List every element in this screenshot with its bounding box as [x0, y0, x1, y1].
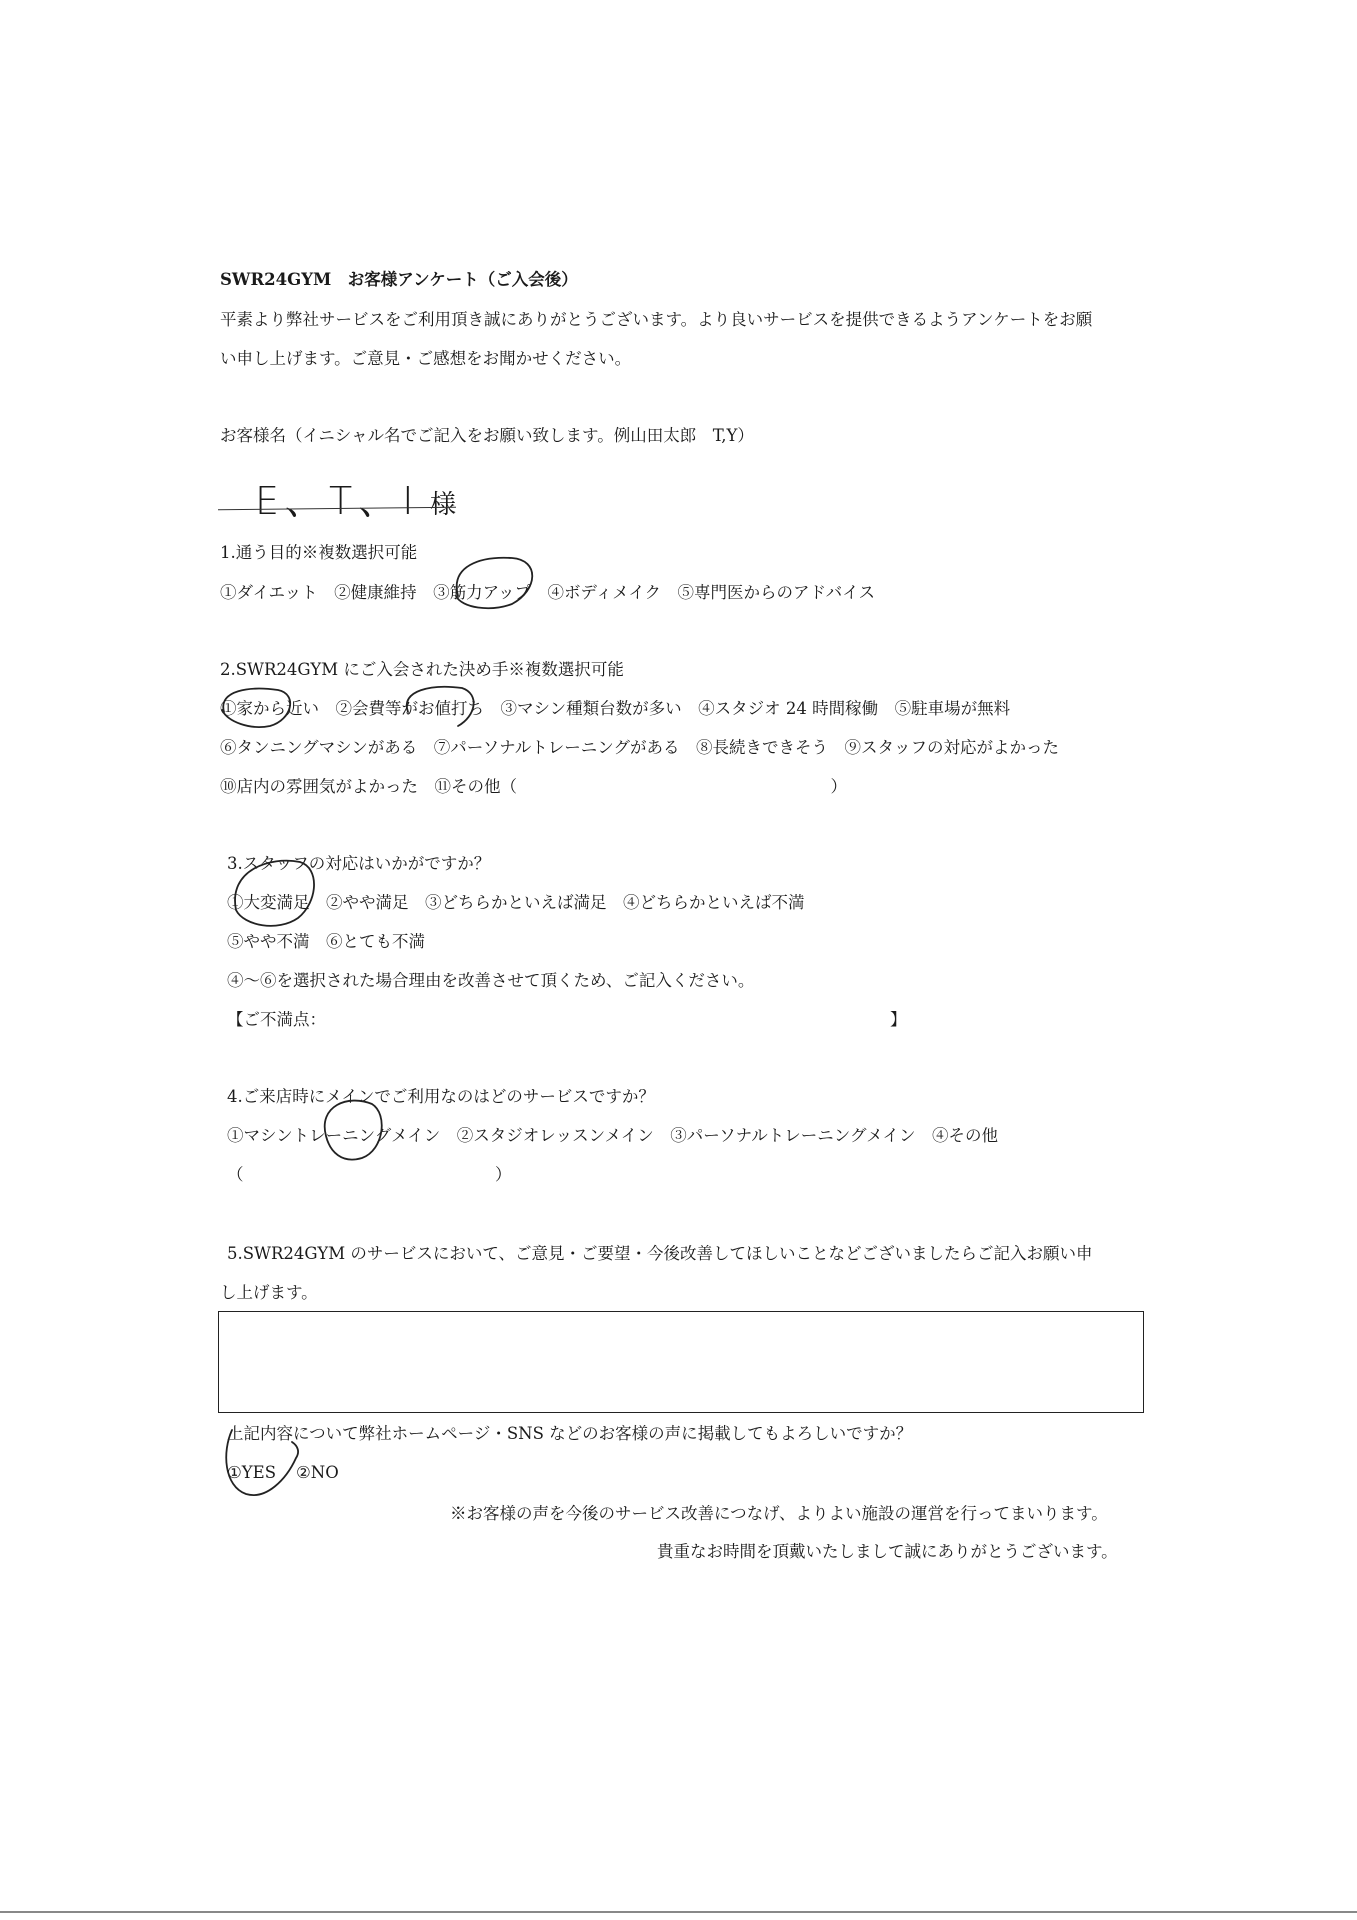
page-bottom-rule: [0, 1911, 1357, 1913]
customer-honorific: 様: [430, 490, 457, 520]
q4-other-close: ）: [495, 1165, 512, 1184]
q3-complaint-close: 】: [890, 1010, 907, 1029]
q2-options-row2[interactable]: ⑥タンニングマシンがある ⑦パーソナルトレーニングがある ⑧長続きできそう ⑨スタッフの対応がよかった: [220, 738, 1059, 757]
q1-title: 1.通う目的※複数選択可能: [220, 543, 418, 562]
consent-yes[interactable]: ①YES: [227, 1463, 277, 1482]
intro-text-line1: 平素より弊社サービスをご利用頂き誠にありがとうございます。より良いサービスを提供できるようアンケートをお願: [220, 310, 1093, 329]
q2-options-row1[interactable]: ①家から近い ②会費等がお値打ち ③マシン種類台数が多い ④スタジオ 24 時間稼働 ⑤駐車場が無料: [220, 699, 1011, 718]
customer-name-label: お客様名（イニシャル名でご記入をお願い致します。例山田太郎 T,Y）: [220, 426, 754, 445]
customer-name-handwritten[interactable]: E、T、I: [255, 479, 420, 523]
q3-options-row2[interactable]: ⑤やや不満 ⑥とても不満: [227, 932, 425, 951]
q4-title: 4.ご来店時にメインでご利用なのはどのサービスですか？: [227, 1087, 655, 1106]
q4-other-open: （: [227, 1165, 244, 1184]
footer-thanks: 貴重なお時間を頂戴いたしまして誠にありがとうございます。: [657, 1542, 1118, 1561]
q4-options[interactable]: ①マシントレーニングメイン ②スタジオレッスンメイン ③パーソナルトレーニングメイン ④その他: [227, 1126, 998, 1145]
q2-options-row3[interactable]: ⑩店内の雰囲気がよかった ⑪その他（ ）: [220, 777, 847, 796]
q2-title: 2.SWR24GYM にご入会された決め手※複数選択可能: [220, 660, 624, 679]
q3-reason-note: ④～⑥を選択された場合理由を改善させて頂くため、ご記入ください。: [227, 971, 755, 990]
consent-no[interactable]: ②NO: [296, 1463, 339, 1482]
q3-title: 3.スタッフの対応はいかがですか？: [227, 854, 491, 873]
q1-options[interactable]: ①ダイエット ②健康維持 ③筋力アップ ④ボディメイク ⑤専門医からのアドバイス: [220, 583, 876, 602]
q5-title-line1: 5.SWR24GYM のサービスにおいて、ご意見・ご要望・今後改善してほしいことなどございましたらご記入お願い申: [227, 1244, 1093, 1263]
q5-title-line2: し上げます。: [220, 1283, 318, 1302]
q5-answer-box[interactable]: [218, 1311, 1144, 1413]
consent-question: 上記内容について弊社ホームページ・SNS などのお客様の声に掲載してもよろしいですか？: [227, 1424, 913, 1443]
q3-complaint-label: 【ご不満点：: [227, 1010, 326, 1029]
footer-note: ※お客様の声を今後のサービス改善につなげ、よりよい施設の運営を行ってまいります。: [450, 1504, 1108, 1523]
survey-title: SWR24GYM お客様アンケート（ご入会後）: [220, 270, 578, 289]
q3-options-row1[interactable]: ①大変満足 ②やや満足 ③どちらかといえば満足 ④どちらかといえば不満: [227, 893, 805, 912]
intro-text-line2: い申し上げます。ご意見・ご感想をお聞かせください。: [220, 349, 632, 368]
